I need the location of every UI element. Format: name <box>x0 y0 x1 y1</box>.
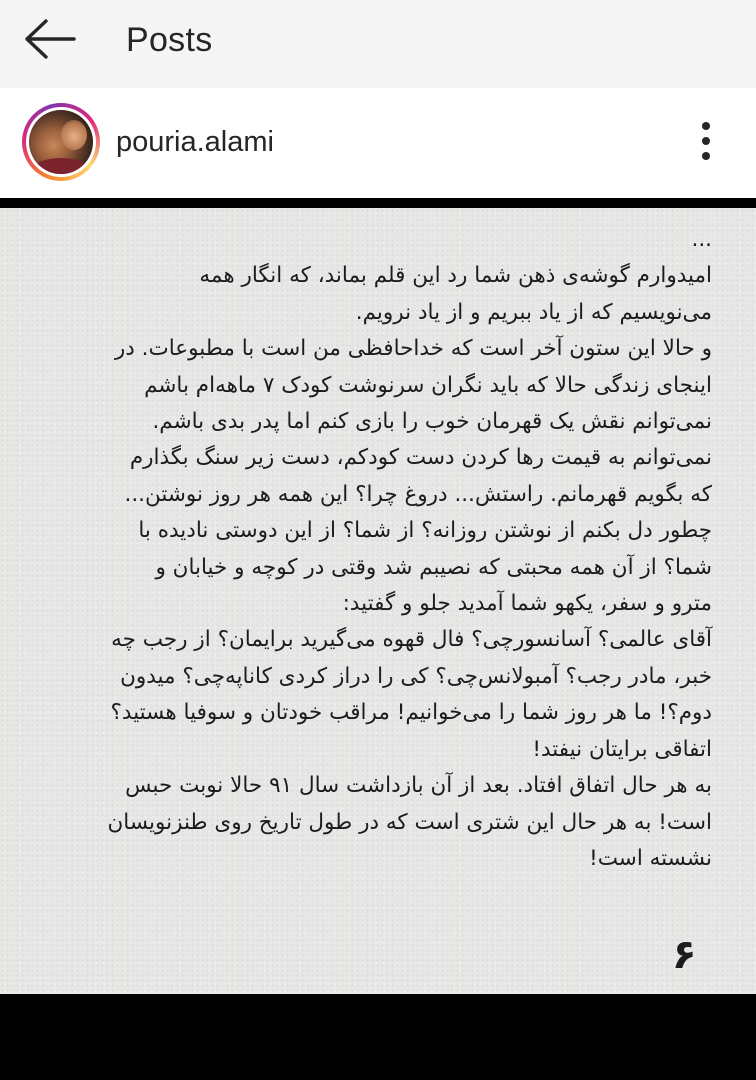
username-link[interactable]: pouria.alami <box>116 126 274 158</box>
post-text-image-content: ... امیدوارم گوشه‌ی ذهن شما رد این قلم بماند، که انگار همه می‌نویسیم که از یاد ببریم و از یاد نرویم. و حالا این ستون آخر است که خداحافظی من است با مطبوعات. در اینجای زندگی حالا که باید نگران سرنوشت کودک ۷ ماهه‌ام باشم نمی‌توانم نقش یک قهرمان خوب را بازی کنم اما پدر بدی باشم. نمی‌توانم به قیمت رها کردن دست کودکم، دست زیر سنگ بگذارم که بگویم قهرمانم. راستش... دروغ چرا؟ این همه هر روز نوشتن... چطور دل بکنم از نوشتن روزانه؟ از شما؟ از این دوستی نادیده با شما؟ از آن همه محبتی که نصیبم شد وقتی در کوچه و خیابان و مترو و سفر، یکهو شما آمدید جلو و گفتید: آقای عالمی؟ آسانسورچی؟ فال قهوه می‌گیرید برایمان؟ از رجب چه خبر، مادر رجب؟ آمبولانس‌چی؟ کی را دراز کردی کاناپه‌چی؟ میدون دوم؟! ما هر روز شما را می‌خوانیم! مراقب خودتان و سوفیا هستید؟ اتفاقی برایتان نیفتد! به هر حال اتفاق افتاد. بعد از آن بازداشت سال ۹۱ حالا نوبت حبس است! به هر حال این شتری است که در طول تاریخ روی طنزنویسان نشسته است! <box>107 227 712 871</box>
more-dot <box>702 122 710 130</box>
more-dot <box>702 137 710 145</box>
post-header <box>0 88 756 198</box>
avatar-child-face <box>61 120 87 150</box>
story-ring[interactable] <box>22 103 100 181</box>
avatar-shirt <box>33 158 89 174</box>
top-app-bar <box>0 0 756 88</box>
more-dot <box>702 152 710 160</box>
back-button[interactable] <box>18 14 80 64</box>
avatar <box>29 110 93 174</box>
text-image-paper <box>0 208 756 994</box>
avatar-border <box>26 107 96 177</box>
post-image[interactable] <box>0 198 756 1080</box>
page-title: Posts <box>126 21 213 59</box>
arrow-left-icon <box>18 14 80 64</box>
page-number: ۶ <box>672 932 697 978</box>
more-options-icon[interactable] <box>692 118 720 164</box>
